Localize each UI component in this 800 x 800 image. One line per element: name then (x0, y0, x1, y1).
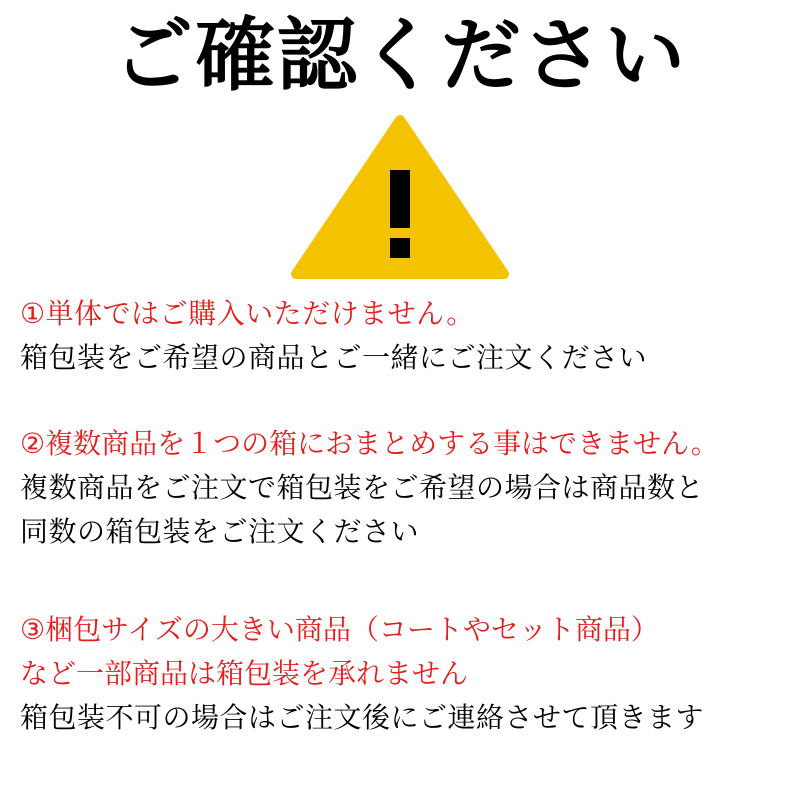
notice-1-line-2: 箱包装をご希望の商品とご一緒にご注文ください (20, 341, 648, 374)
notice-3-line-2: など一部商品は箱包装を承れません (20, 657, 469, 690)
notice-1-line-1: ①単体ではご購入いただけません。 (20, 297, 475, 330)
notice-3-line-3: 箱包装不可の場合はご注文後にご連絡させて頂きます (20, 701, 705, 734)
page-title: ご確認ください (113, 9, 687, 102)
notice-2-line-3: 同数の箱包装をご注文ください (20, 515, 420, 548)
notice-1 (20, 292, 790, 380)
warning-triangle-icon (290, 114, 510, 280)
notice-3-line-1: ③梱包サイズの大きい商品（コートやセット商品） (20, 613, 659, 646)
notice-3 (20, 608, 790, 740)
warning-icon-container (0, 112, 800, 282)
notice-2-line-2: 複数商品をご注文で箱包装をご希望の場合は商品数と (20, 471, 705, 504)
notice-2 (20, 422, 790, 554)
notice-2-line-1: ②複数商品を１つの箱におまとめする事はできません。 (20, 427, 719, 460)
